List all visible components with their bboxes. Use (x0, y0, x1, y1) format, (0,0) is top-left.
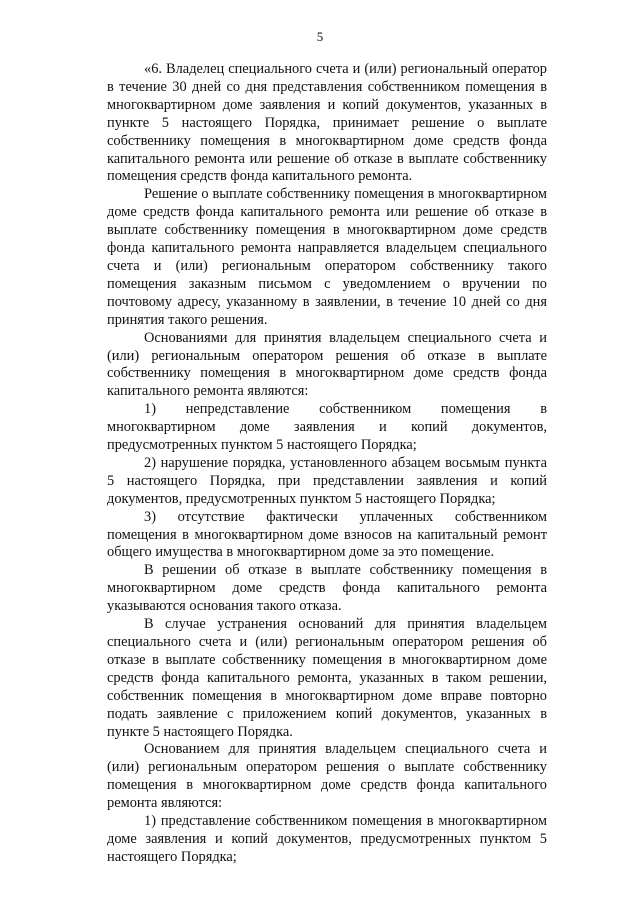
paragraph-decision-delivery: Решение о выплате собственнику помещения в многоквартирном доме средств фонда капитального ремонта или решение об отказе в выплате собственнику помещения в многоквартирном доме средств фонда капитального ремонта направляется владельцем специального счета и (или) региональным оператором собственнику такого помещения заказным письмом с уведомлением о вручении по почтовому адресу, указанному в заявлении, в течение 10 дней со дня принятия такого решения. (107, 186, 547, 328)
list-item-payment-1: 1) представление собственником помещения в многоквартирном доме заявления и копий документов, предусмотренных пунктом 5 настоящего Порядка; (107, 813, 547, 865)
page-number: 5 (316, 29, 324, 44)
paragraph-refusal-reasons: В решении об отказе в выплате собственнику помещения в многоквартирном доме средств фонда капитального ремонта указываются основания такого отказа. (107, 562, 547, 615)
list-item-refusal-1: 1) непредставление собственником помещения в многоквартирном доме заявления и копий документов, предусмотренных пунктом 5 настоящего Порядка; (107, 401, 547, 454)
paragraph-clause-6: «6. Владелец специального счета и (или) региональный оператор в течение 30 дней со дня представления собственником помещения в многоквартирном доме заявления и копий документов, указанных в пункте 5 настоящего Порядка, принимает решение о выплате собственнику помещения в многоквартирном доме средств фонда капитального ремонта или решение об отказе в выплате собственнику помещения средств фонда капитального ремонта. (107, 61, 547, 185)
paragraph-resubmission: В случае устранения оснований для принятия владельцем специального счета и (или) региональным оператором решения об отказе в выплате собственнику помещения в многоквартирном доме средств фонда капитального ремонта, указанных в таком решении, собственник помещения в многоквартирном доме вправе повторно подать заявление с приложением копий документов, указанных в пункте 5 настоящего Порядка. (107, 616, 547, 740)
paragraph-payment-grounds-intro: Основанием для принятия владельцем специального счета и (или) региональным оператором решения о выплате собственнику помещения в многоквартирном доме средств фонда капитального ремонта являются: (107, 741, 547, 812)
paragraph-refusal-grounds-intro: Основаниями для принятия владельцем специального счета и (или) региональным оператором решения об отказе в выплате собственнику помещения в многоквартирном доме средств фонда капитального ремонта являются: (107, 329, 547, 400)
list-item-refusal-3: 3) отсутствие фактически уплаченных собственником помещения в многоквартирном доме взносов на капитальный ремонт общего имущества в многоквартирном доме за это помещение. (107, 508, 547, 561)
document-body (107, 61, 547, 867)
list-item-refusal-2: 2) нарушение порядка, установленного абзацем восьмым пункта 5 настоящего Порядка, при представлении заявления и копий документов, предусмотренных пунктом 5 настоящего Порядка; (107, 454, 547, 507)
